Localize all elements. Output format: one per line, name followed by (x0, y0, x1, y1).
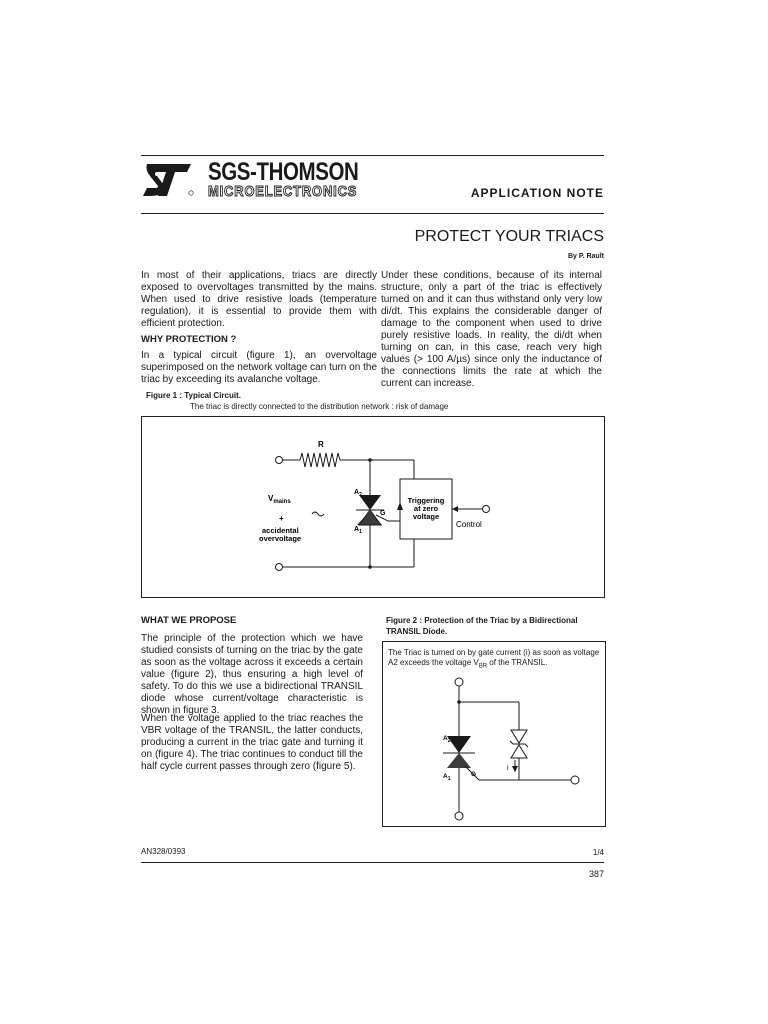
fig1-label-overvoltage: overvoltage (259, 534, 302, 543)
title-rule (141, 213, 604, 214)
footer-rule (141, 862, 604, 863)
fig1-label-a1: $A_1$ (354, 526, 362, 535)
fig1-label-at-zero: at zero (413, 504, 439, 513)
intro-paragraph-2: In a typical circuit (figure 1), an overvoltage superimposed on the network voltage can turn on the triac by exceeding its avalanche voltage. (141, 350, 377, 385)
page-title: PROTECT YOUR TRIACS (414, 228, 604, 245)
what-we-propose-heading: WHAT WE PROPOSE (141, 615, 237, 626)
fig1-label-r: R (318, 440, 324, 449)
fig2-label-g: G (471, 771, 477, 778)
figure2-caption: Figure 2 : Protection of the Triac by a Bidirectional TRANSIL Diode. (386, 616, 578, 636)
fig2-label-i: i (507, 765, 509, 772)
figure2-note: The Triac is turned on by gate current (i) as soon as voltage A2 exceeds the voltage $V_{BR}$ of the TRANSIL. (388, 648, 600, 670)
intro-paragraph-3: Under these conditions, because of its internal structure, only a part of the triac is effectively turned on and it can thus withstand only very low di/dt. This explains the considerable danger of damage to the component when used to drive purely resistive loads. In reality, the di/dt when turning on can, in this case, reach very high values (> 100 A/µs) since only the inductance of the connections limits the rate at which the current can increase. (381, 270, 602, 389)
fig1-label-g: G (380, 510, 386, 517)
page-number: 387 (588, 869, 604, 879)
figure1-circuit (142, 417, 604, 597)
st-logo (141, 160, 195, 203)
figure1-caption: Figure 1 : Typical Circuit. (146, 391, 241, 400)
header-rule (141, 155, 604, 156)
figure1-frame (141, 416, 605, 598)
intro-paragraph-1: In most of their applications, triacs are directly exposed to overvoltages transmitted by the mains. When used to drive resistive loads (temperature regulation), it is essential to provide them with efficient protection. (141, 270, 377, 329)
brand-name: SGS-THOMSON (208, 158, 359, 186)
fig1-label-accidental: accidental (262, 526, 299, 535)
page-of: 1/4 (592, 848, 604, 857)
propose-paragraph-2: When the voltage applied to the triac reaches the VBR voltage of the TRANSIL, the latter conducts, producing a current in the triac gate and turning it on (figure 4). The triac continues to conduct till the half cycle current passes through zero (figure 5). (141, 713, 363, 772)
document-code: AN328/0393 (141, 847, 186, 856)
why-protection-heading: WHY PROTECTION ? (141, 334, 237, 345)
brand-subname: MICROELECTRONICS (208, 183, 358, 200)
fig1-label-voltage: voltage (412, 512, 440, 521)
fig1-label-control: Control (456, 520, 482, 529)
propose-paragraph-1: The principle of the protection which we have studied consists of turning on the triac by the gate as soon as the voltage across it exceeds a certain value (figure 2), thus ensuring a high level of safety. To do this we use a bidirectional TRANSIL diode whose current/voltage characteristic is shown in figure 3. (141, 633, 363, 716)
fig1-label-a2: $A_2$ (354, 489, 362, 498)
figure1-subcaption: The triac is directly connected to the distribution network : risk of damage (190, 402, 449, 411)
fig2-label-a2: $A_2$ (443, 735, 451, 744)
fig1-label-triggering: Triggering (407, 496, 445, 505)
fig2-label-a1: $A_1$ (443, 773, 451, 782)
figure2-frame (382, 641, 606, 827)
doc-type: APPLICATION NOTE (470, 186, 604, 200)
author: By P. Rault (567, 253, 604, 260)
fig1-label-plus: + (279, 514, 284, 523)
fig1-label-vmains: $V_{mains}$ (268, 494, 291, 505)
